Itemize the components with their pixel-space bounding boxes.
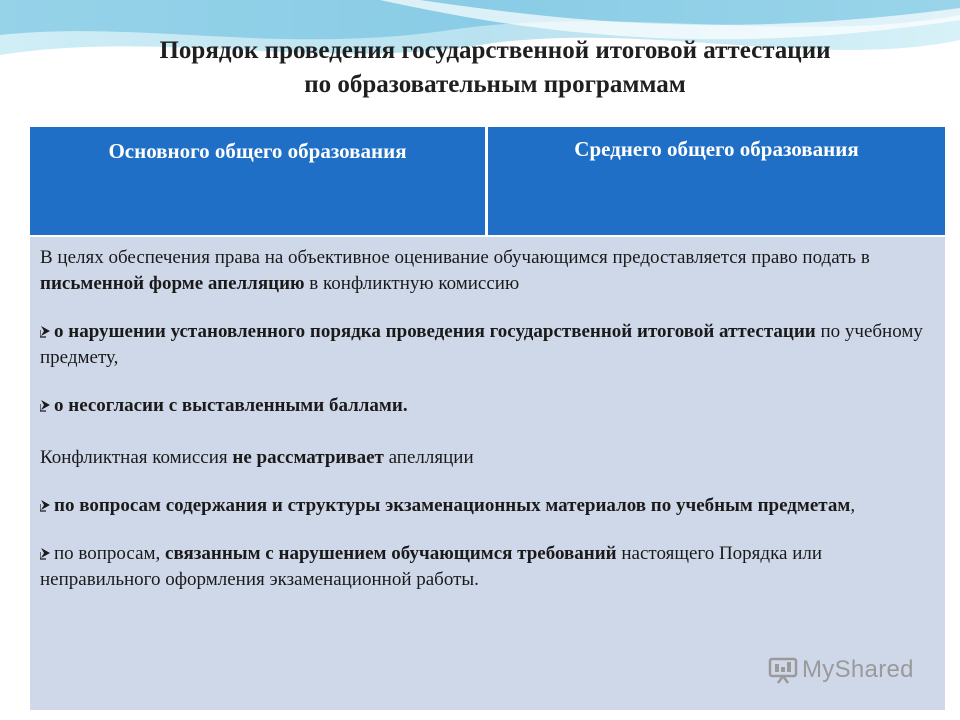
arrow-bullet-icon	[40, 498, 52, 512]
bullet-4-bold: связанным с нарушением обучающимся требований	[165, 543, 617, 564]
watermark	[768, 656, 914, 684]
appeal-intro-tail: в конфликтную комиссию	[304, 273, 520, 294]
table-body-cell	[30, 237, 945, 710]
page-title	[0, 34, 960, 102]
list-item	[40, 541, 937, 593]
arrow-bullet-icon	[40, 324, 52, 338]
bullet-1-text: по учебному предмету,	[40, 321, 923, 368]
watermark-text: MyShared	[802, 656, 914, 683]
appeal-intro-text: В целях обеспечения права на объективное оценивание обучающимся предоставляется право подать в	[40, 247, 870, 268]
presentation-board-icon	[768, 656, 798, 684]
header-basic-education: Основного общего образования	[30, 127, 486, 235]
bullet-3-bold: по вопросам содержания и структуры экзаменационных материалов по учебным предметам	[54, 495, 851, 516]
header-secondary-education: Среднего общего образования	[488, 127, 945, 235]
bullet-4-tail: настоящего Порядка или неправильного оформления экзаменационной работы.	[40, 543, 823, 590]
bullet-1-bold: о нарушении установленного порядка проведения государственной итоговой аттестации	[54, 321, 816, 342]
title-line-2: по образовательным программам	[304, 71, 686, 98]
appeal-intro-bold: письменной форме апелляцию	[40, 273, 305, 294]
commission-note	[40, 445, 937, 471]
list-item	[40, 393, 937, 419]
title-line-1: Порядок проведения государственной итоговой аттестации	[159, 37, 831, 64]
bullet-2-bold: о несогласии с выставленными баллами.	[54, 395, 408, 416]
commission-note-bold: не рассматривает	[232, 447, 384, 468]
attestation-table	[30, 127, 945, 710]
commission-note-text: Конфликтная комиссия	[40, 447, 233, 468]
list-item	[40, 319, 937, 371]
arrow-bullet-icon	[40, 546, 52, 560]
appeal-intro	[40, 245, 937, 297]
arrow-bullet-icon	[40, 398, 52, 412]
bullet-3-text: ,	[850, 495, 856, 516]
table-header-row	[30, 127, 945, 237]
commission-note-tail: апелляции	[383, 447, 474, 468]
bullet-4-text: по вопросам,	[54, 543, 166, 564]
list-item	[40, 493, 937, 519]
